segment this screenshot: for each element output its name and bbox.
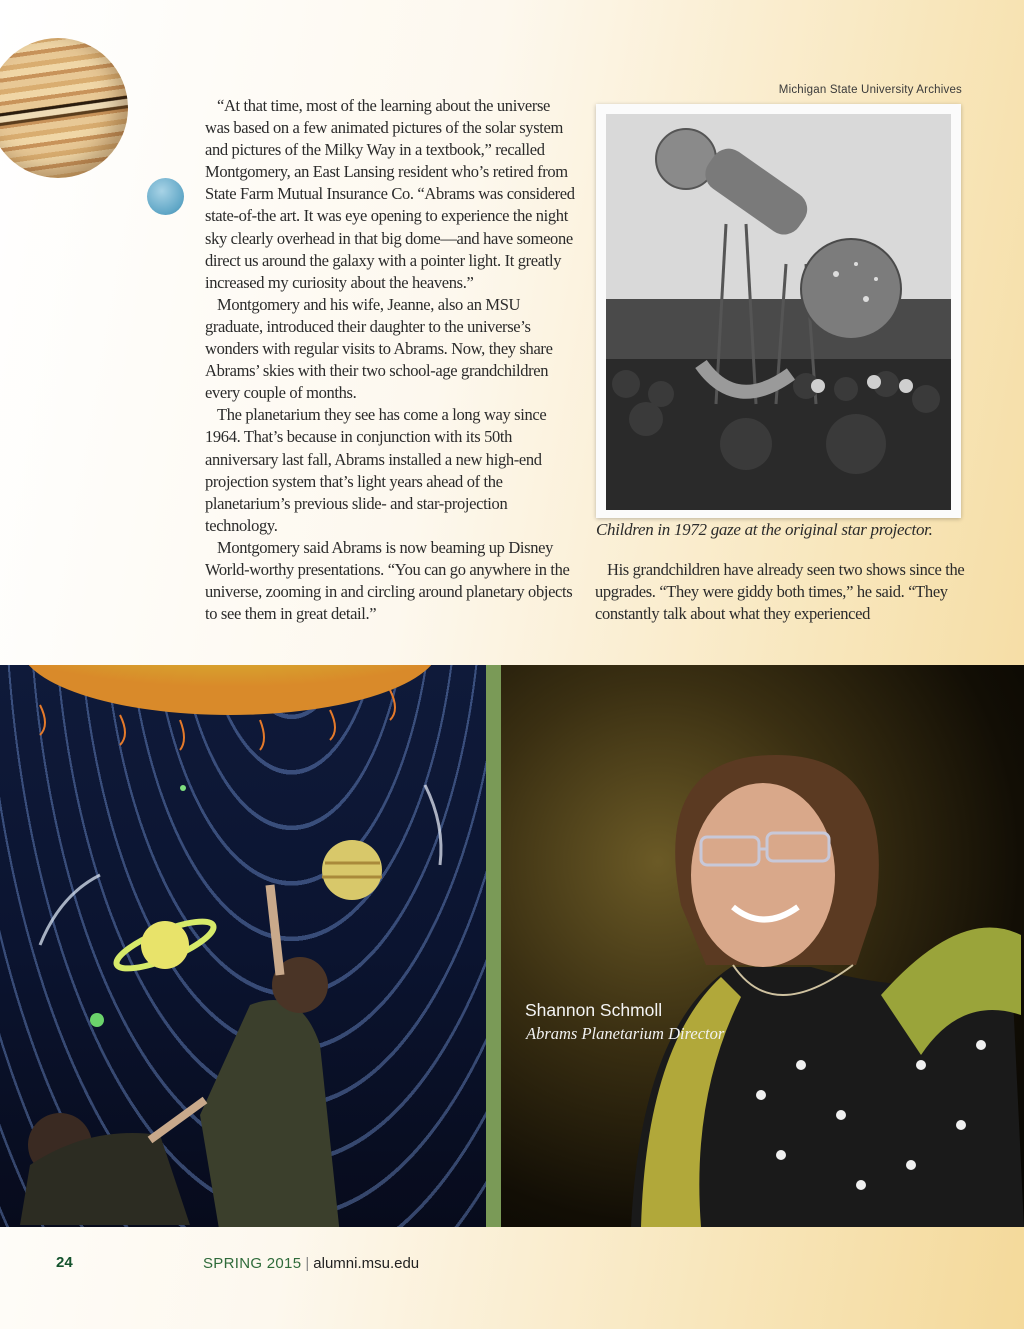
footer-issue-line [203,1255,419,1272]
page-number: 24 [56,1254,73,1271]
paragraph-5: His grandchildren have already seen two shows since the upgrades. “They were giddy both times,” he said. “They constantly talk about what they experienced [595,560,965,624]
footer-site-link[interactable]: alumni.msu.edu [313,1255,420,1272]
photo-credit: Michigan State University Archives [778,84,962,96]
photo-divider [486,665,501,1227]
neptune-decoration [147,178,184,215]
director-portrait-photo [501,665,1024,1227]
saturn-decoration [0,38,128,178]
issue-season: SPRING 2015 [203,1255,302,1272]
paragraph-1: “At that time, most of the learning about the universe was based on a few animated pictures of the solar system and pictures of the Milky Way in a textbook,” recalled Montgomery, an East Lansing resident who’s retired from State Farm Mutual Insurance Co. “Abrams was considered state-of-the art. It was eye opening to experience the night sky clearly overhead in that big dome—and have someone direct us around the galaxy with a pointer light. It greatly increased my curiosity about the heavens.” [205,96,575,292]
portrait-illustration [501,665,1024,1227]
footer-separator: | [305,1255,310,1272]
paragraph-3: The planetarium they see has come a long way since 1964. That’s because in conjunction with its 50th anniversary last fall, Abrams installed a new high-end projection system that’s light years ahead of the planetarium’s previous slide- and star-projection technology. [205,405,547,535]
photo-caption: Children in 1972 gaze at the original star projector. [596,520,933,539]
star-projector-illustration [606,114,951,510]
planetarium-dome-photo [0,665,486,1227]
paragraph-2: Montgomery and his wife, Jeanne, also an MSU graduate, introduced their daughter to the universe’s wonders with regular visits to Abrams. Now, they share Abrams’ skies with their two school-age grandchildren every couple of months. [205,294,553,403]
portrait-title: Abrams Planetarium Director [526,1024,725,1043]
article-column-1 [205,95,577,625]
article-column-2 [595,559,975,625]
planetarium-illustration [0,665,486,1227]
archival-photo-frame [596,104,961,518]
portrait-name: Shannon Schmoll [525,1000,663,1020]
star-projector-photo [606,114,951,510]
paragraph-4: Montgomery said Abrams is now beaming up Disney World-worthy presentations. “You can go anywhere in the universe, zooming in and circling around planetary objects to see them in great detail.” [205,537,573,624]
